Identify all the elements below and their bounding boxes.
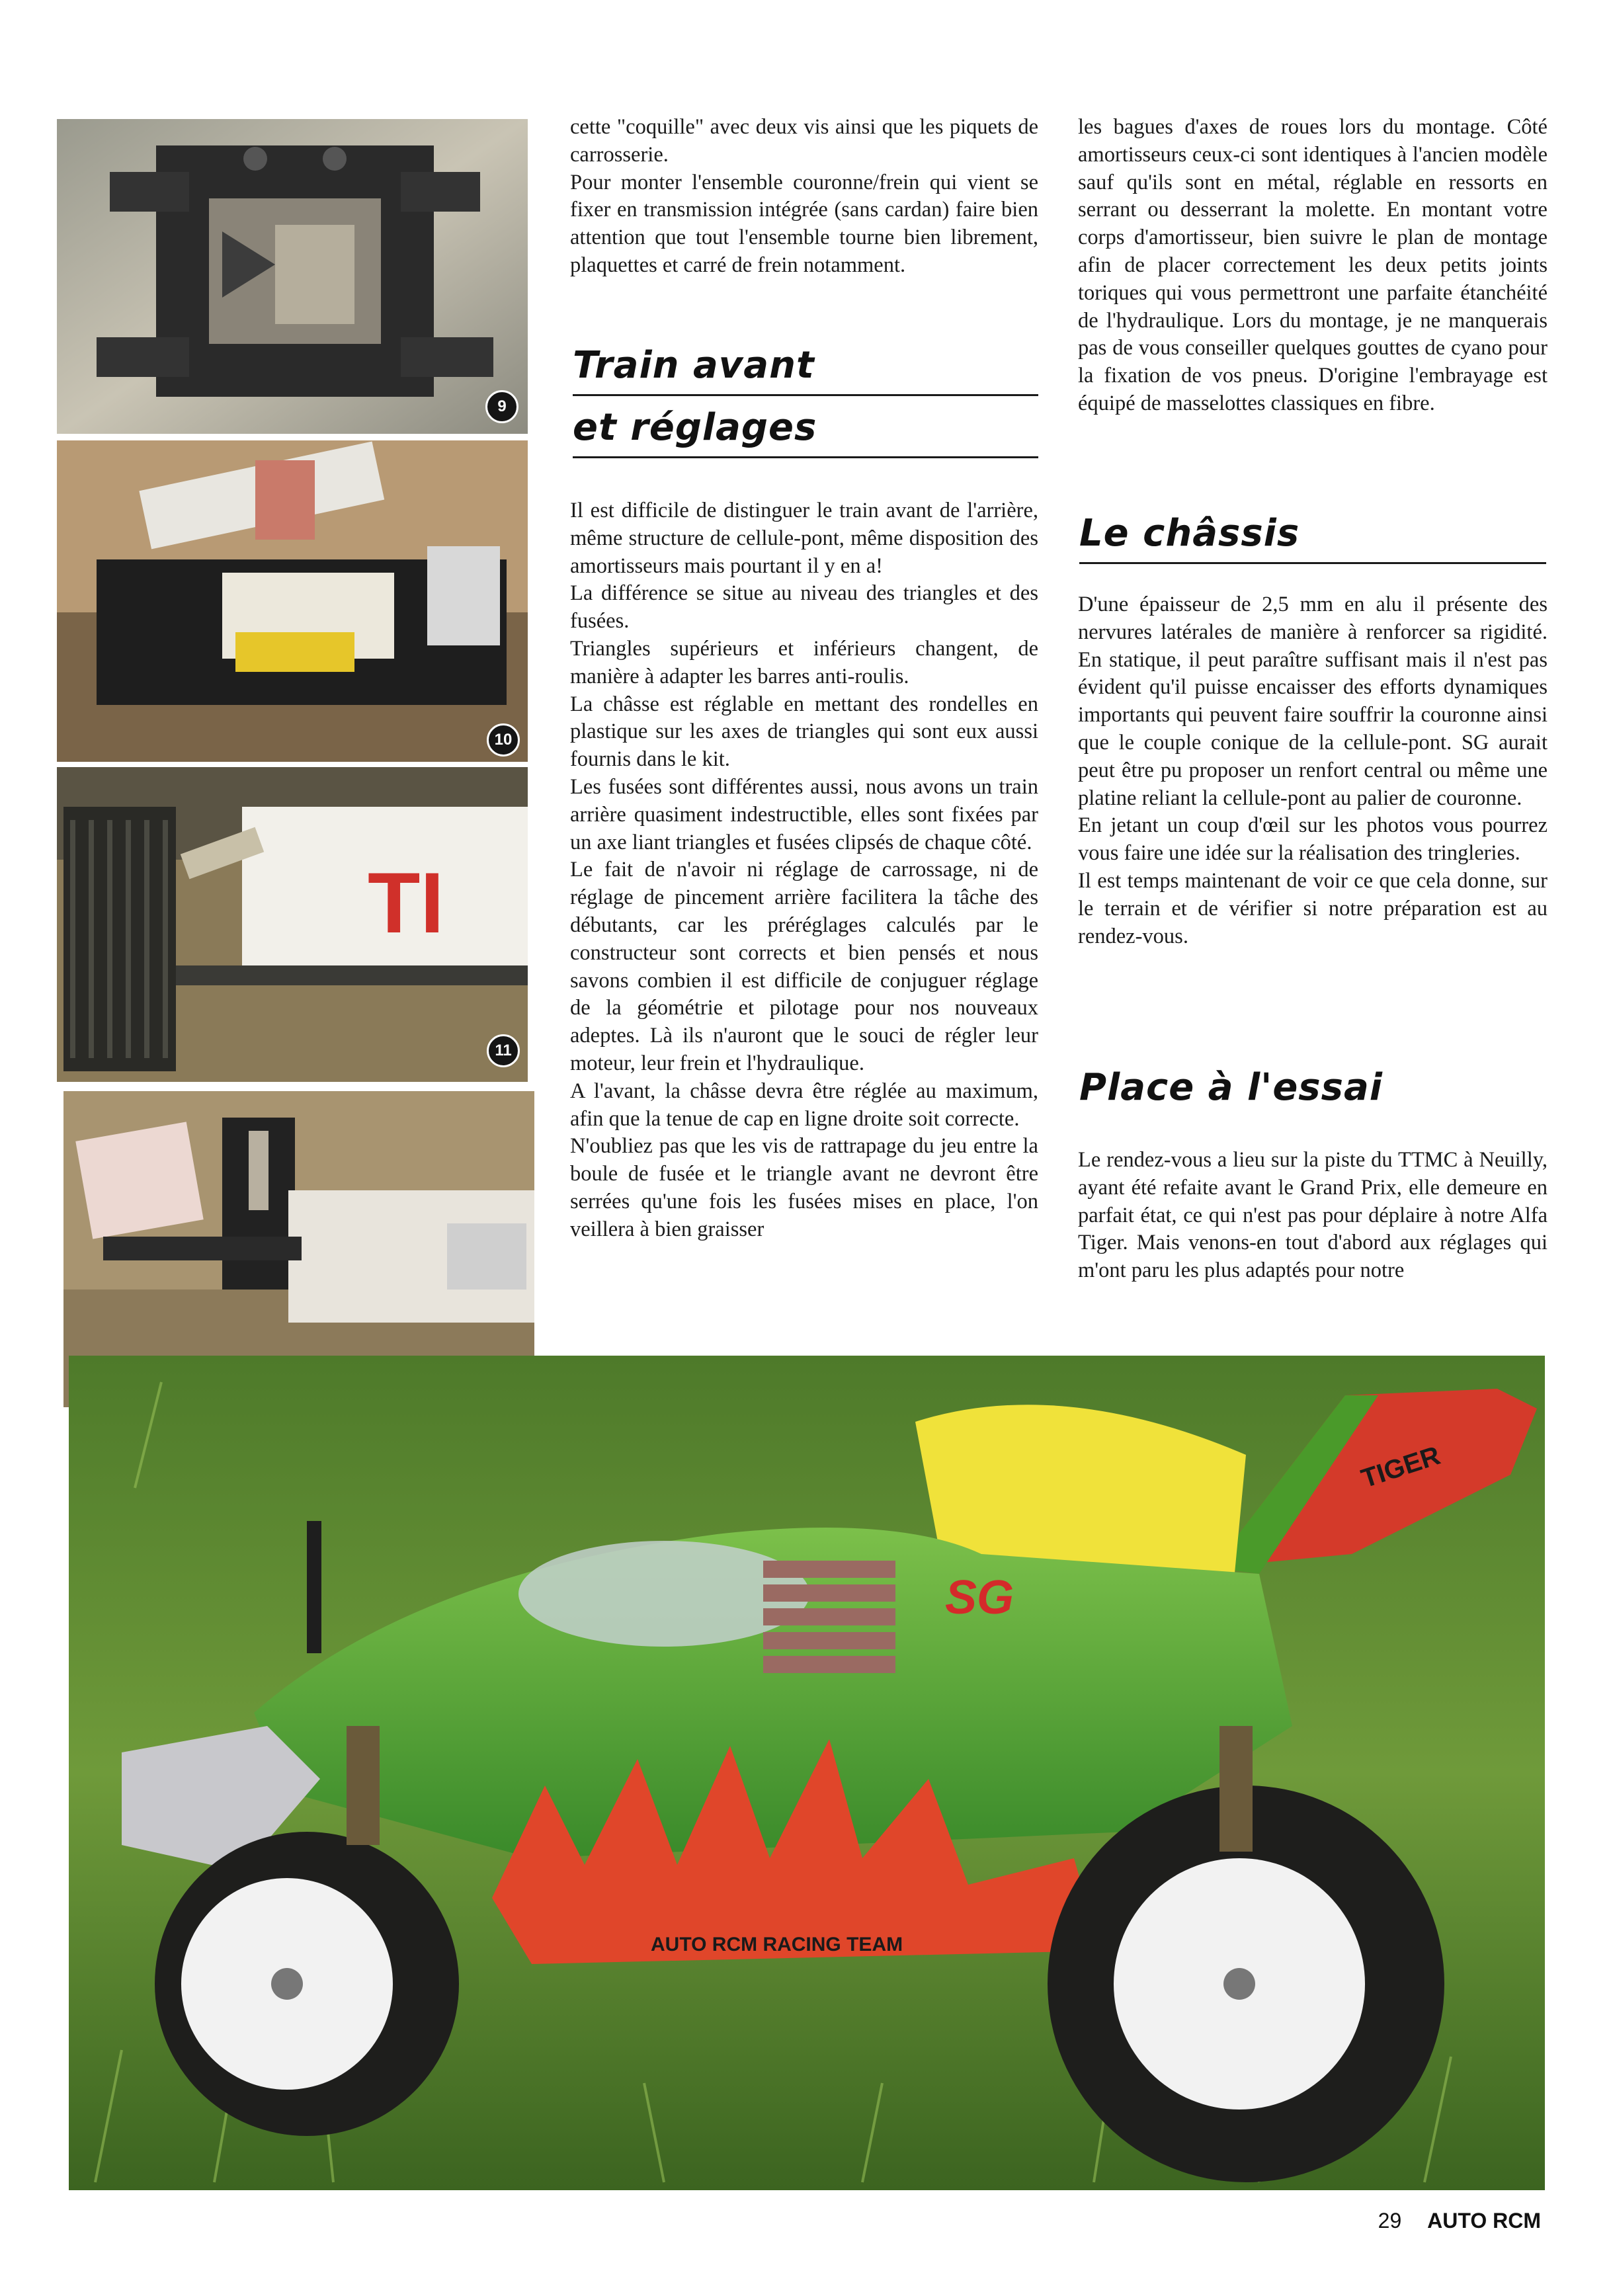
- paragraph: Pour monter l'ensemble couronne/frein qui vient se fixer en transmission intégrée (sans cardan) faire bien attention que tout l'ensemble tourne bien librement, plaquettes et carré de frein notamment.: [570, 170, 1038, 277]
- decal-team: AUTO RCM RACING TEAM: [651, 1934, 903, 1955]
- svg-text:TI: TI: [368, 854, 444, 951]
- paragraph: La châsse est réglable en mettant des rondelles en plastique sur les axes de triangles qui sont eux aussi fournis dans le kit.: [570, 692, 1038, 772]
- heading-place-a-lessai: Place à l'essai: [1079, 1066, 1383, 1109]
- photo-buggy-main: [69, 1356, 1545, 2190]
- paragraph: Les fusées sont différentes aussi, nous avons un train arrière quasiment indestructible, elles sont fixées par un axe liant triangles et fusées clipsés de chaque côté.: [570, 774, 1038, 854]
- heading-rule: [573, 456, 1038, 458]
- paragraph: Il est temps maintenant de voir ce que cela donne, sur le terrain et de vérifier si notre préparation est au rendez-vous.: [1078, 868, 1548, 948]
- paragraph: N'oubliez pas que les vis de rattrapage du jeu entre la boule de fusée et le triangle avant ne devront être serrées qu'une fois les fusées mises en place, l'on veillera à bien graisser: [570, 1134, 1038, 1241]
- column-3-intro: [1078, 114, 1548, 418]
- page-number: 29: [1378, 2209, 1402, 2233]
- paragraph: les bagues d'axes de roues lors du montage. Côté amortisseurs ceux-ci sont identiques à l'ancien modèle sauf qu'ils sont en métal, réglable en ressorts en serrant ou desserrant la molette. En montant votre corps d'amortisseur, bien suivre le plan de montage afin de placer correctement les deux petits joints toriques qui vous permettront une parfaite étanchéité de l'hydraulique. Lors du montage, je ne manquerais pas de vous conseiller quelques gouttes de cyano pour la fixation de vos pneus. D'origine l'embrayage est équipé de masselottes classiques en fibre.: [1078, 115, 1548, 415]
- photo-11-number: 11: [487, 1034, 520, 1067]
- paragraph: Le fait de n'avoir ni réglage de carrossage, ni de réglage de pincement arrière facilitera la tâche des débutants, car les préréglages calculés par le constructeur sont corrects et bien pensés et nous savons combien il est difficile de conjuguer réglage de la géométrie et pilotage pour nos nouveaux adeptes. Là ils n'auront que le souci de régler leur moteur, leur frein et l'hydraulique.: [570, 858, 1038, 1075]
- magazine-name: AUTO RCM: [1427, 2209, 1541, 2233]
- paragraph: Le rendez-vous a lieu sur la piste du TTMC à Neuilly, ayant été refaite avant le Grand Prix, elle demeure en parfait état, ce qui n'est pas pour déplaire à notre Alfa Tiger. Mais venons-en tout d'abord aux réglages qui m'ont paru les plus adaptés pour notre: [1078, 1148, 1548, 1283]
- photo-9-differential: [57, 119, 528, 434]
- paragraph: Triangles supérieurs et inférieurs changent, de manière à adapter les barres anti-roulis.: [570, 636, 1038, 688]
- column-2-body: [570, 497, 1038, 1244]
- page-footer: [1378, 2209, 1541, 2233]
- heading-rule: [1079, 562, 1546, 564]
- paragraph: La différence se situe au niveau des triangles et des fusées.: [570, 581, 1038, 634]
- paragraph: D'une épaisseur de 2,5 mm en alu il présente des nervures latérales de manière à renforcer sa rigidité. En statique, il peut paraître suffisant mais il n'est pas évident qu'il puisse encaisser des efforts dynamiques importants qui peuvent faire souffrir la couronne ainsi que le couple conique de la cellule-pont. SG aurait peut être pu proposer un renfort central ou même une platine reliant la cellule-pont au palier de couronne.: [1078, 593, 1548, 810]
- heading-le-chassis: Le châssis: [1079, 512, 1300, 555]
- heading-et-reglages: et réglages: [573, 406, 817, 449]
- photo-11-rear-shock: [57, 767, 528, 1082]
- photo-9-number: 9: [485, 390, 518, 423]
- paragraph: Il est difficile de distinguer le train avant de l'arrière, même structure de cellule-pont, même disposition des amortisseurs mais pourtant il y en a!: [570, 499, 1038, 578]
- column-3-essai: [1078, 1147, 1548, 1285]
- photo-10-number: 10: [487, 723, 520, 757]
- heading-rule: [573, 394, 1038, 396]
- heading-train-avant: Train avant: [573, 344, 815, 387]
- column-3-chassis: [1078, 591, 1548, 950]
- paragraph: A l'avant, la châsse devra être réglée au maximum, afin que la tenue de cap en ligne droite soit correcte.: [570, 1079, 1038, 1131]
- decal-tiger: TIGER: [1358, 1440, 1444, 1494]
- photo-10-engine: [57, 440, 528, 762]
- paragraph: En jetant un coup d'œil sur les photos vous pourrez vous faire une idée sur la réalisation des tringleries.: [1078, 813, 1548, 866]
- decal-sg: SG: [945, 1571, 1014, 1624]
- paragraph: cette "coquille" avec deux vis ainsi que les piquets de carrosserie.: [570, 115, 1038, 167]
- column-2-intro: [570, 114, 1038, 280]
